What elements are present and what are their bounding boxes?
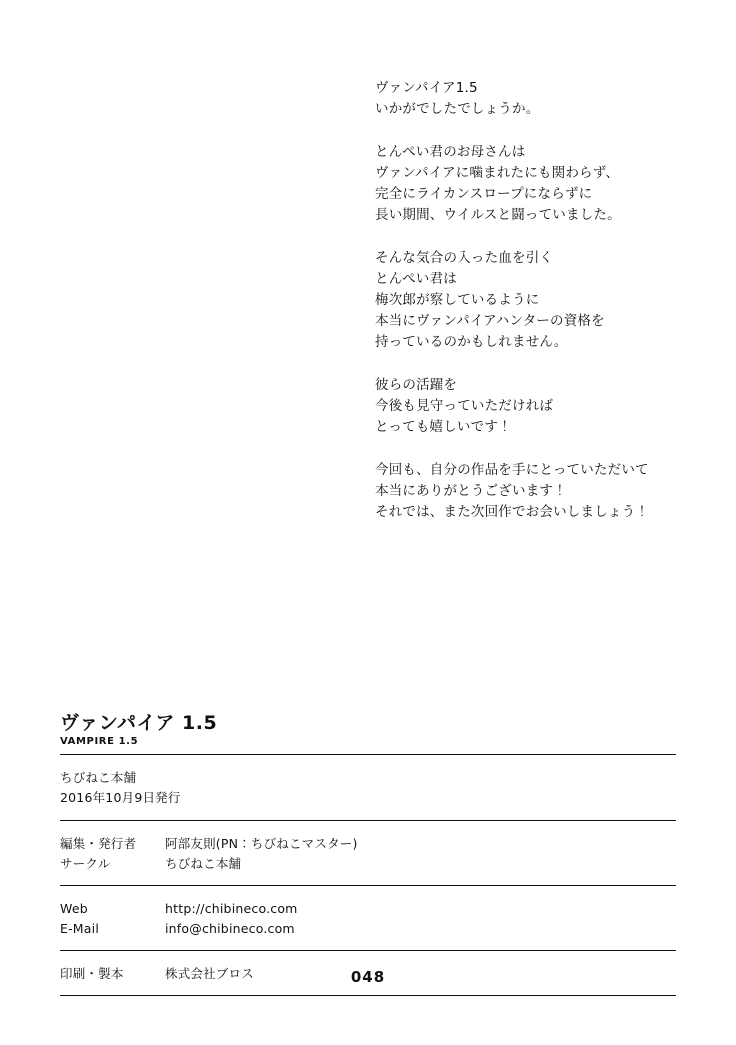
contact-label: Web xyxy=(60,901,88,916)
afterword-paragraph xyxy=(375,142,705,226)
afterword-paragraph xyxy=(375,460,705,523)
printing-value: 株式会社ブロス xyxy=(165,966,254,981)
contact-label: E-Mail xyxy=(60,921,99,936)
credits-block xyxy=(60,834,676,874)
afterword-line: 梅次郎が察しているように xyxy=(375,292,540,308)
afterword-line: ヴァンパイアに噛まれたにも関わらず、 xyxy=(375,165,620,181)
afterword-paragraph xyxy=(375,78,705,120)
publisher-name: ちびねこ本舗 xyxy=(60,770,137,785)
publication-date: 2016年10月9日発行 xyxy=(60,790,181,805)
afterword-paragraph xyxy=(375,248,705,353)
colophon-subtitle: VAMPIRE 1.5 xyxy=(60,736,139,747)
afterword-line: 本当にヴァンパイアハンターの資格を xyxy=(375,313,605,329)
divider xyxy=(60,754,676,755)
afterword-line: とんぺい君のお母さんは xyxy=(375,144,526,160)
colophon-title: ヴァンパイア 1.5 xyxy=(60,712,218,734)
afterword-line: 今後も見守っていただければ xyxy=(375,398,554,414)
afterword-paragraph xyxy=(375,375,705,438)
divider xyxy=(60,885,676,886)
divider xyxy=(60,950,676,951)
afterword-line: それでは、また次回作でお会いしましょう！ xyxy=(375,504,649,520)
afterword-line: 持っているのかもしれません。 xyxy=(375,334,568,350)
colophon xyxy=(60,712,676,996)
afterword-line: 完全にライカンスロープにならずに xyxy=(375,186,593,202)
website-url[interactable]: http://chibineco.com xyxy=(165,901,298,916)
afterword-line: ヴァンパイア1.5 xyxy=(375,80,478,96)
credit-value: ちびねこ本舗 xyxy=(165,856,242,871)
contact-row xyxy=(60,899,676,919)
credit-row xyxy=(60,834,676,854)
page-number: 048 xyxy=(350,968,386,986)
afterword-text-block xyxy=(375,78,705,523)
divider xyxy=(60,820,676,821)
afterword-line: 彼らの活躍を xyxy=(375,377,458,393)
credit-label: サークル xyxy=(60,856,111,871)
credit-value: 阿部友則(PN：ちびねこマスター) xyxy=(165,836,358,851)
publisher-block xyxy=(60,768,676,808)
afterword-line: とんぺい君は xyxy=(375,271,457,287)
email-address[interactable]: info@chibineco.com xyxy=(165,921,295,936)
afterword-line: 本当にありがとうございます！ xyxy=(375,483,567,499)
afterword-line: いかがでしたでしょうか。 xyxy=(375,101,540,117)
credit-label: 編集・発行者 xyxy=(60,836,137,851)
afterword-line: とっても嬉しいです！ xyxy=(375,419,512,435)
contact-row xyxy=(60,919,676,939)
contact-block xyxy=(60,899,676,939)
credit-row xyxy=(60,854,676,874)
divider xyxy=(60,995,676,996)
afterword-line: 今回も、自分の作品を手にとっていただいて xyxy=(375,462,649,478)
afterword-line: そんな気合の入った血を引く xyxy=(375,250,554,266)
printing-label: 印刷・製本 xyxy=(60,966,124,981)
afterword-line: 長い期間、ウイルスと闘っていました。 xyxy=(375,207,621,223)
